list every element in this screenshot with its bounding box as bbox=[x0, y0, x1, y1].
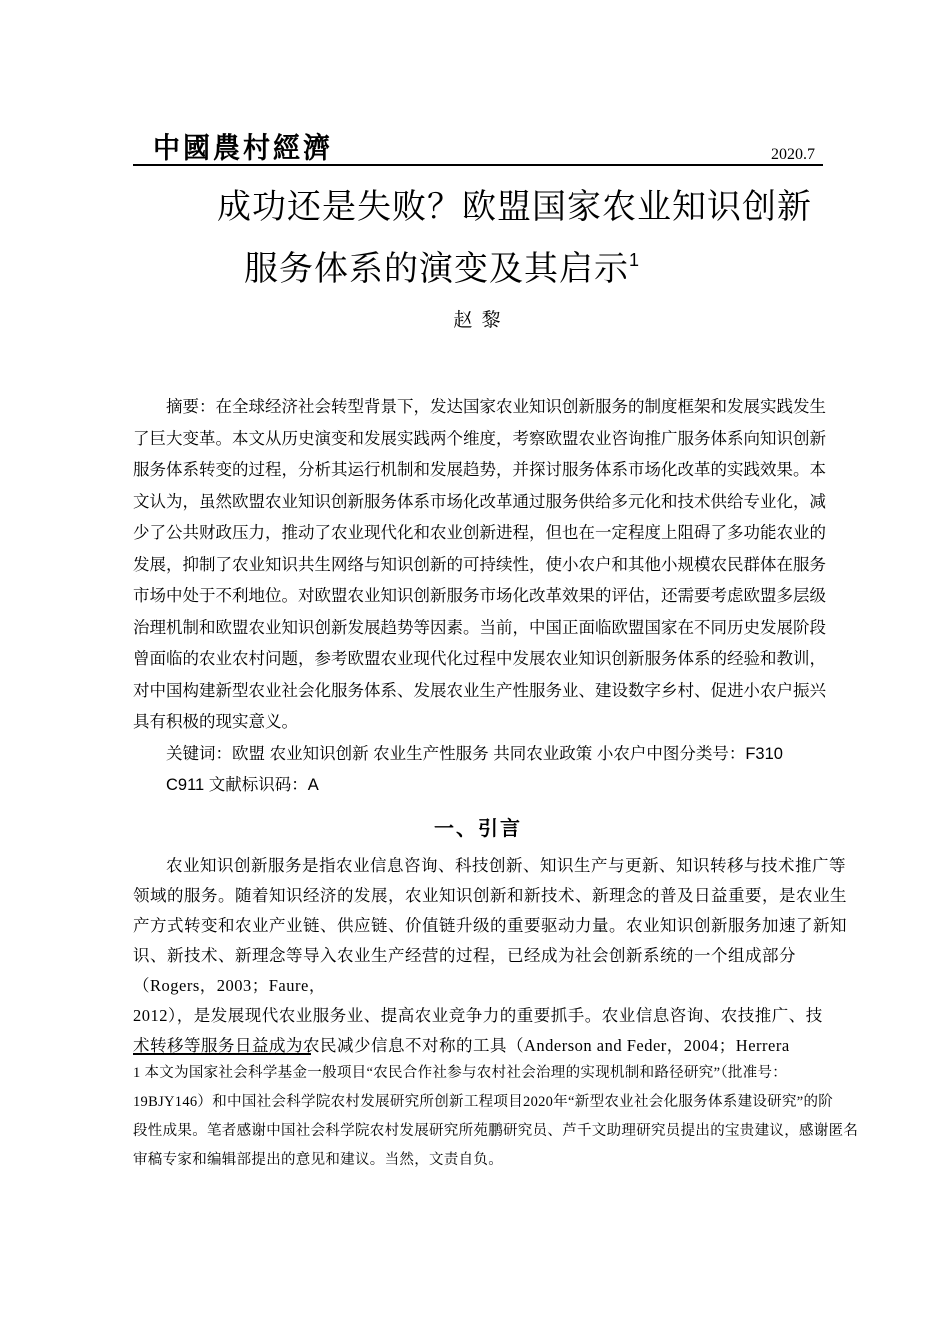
footnote-line: 段性成果。笔者感谢中国社会科学院农村发展研究所苑鹏研究员、芦千文助理研究员提出的宝贵建议，感谢匿名 bbox=[133, 1123, 859, 1139]
issue-number: 2020.7 bbox=[771, 146, 815, 163]
header-rule bbox=[133, 164, 823, 166]
abstract-line: 市场中处于不利地位。对欧盟农业知识创新服务市场化改革效果的评估，还需要考虑欧盟多层级 bbox=[133, 587, 826, 605]
article-title-line1: 成功还是失败？欧盟国家农业知识创新 bbox=[217, 188, 812, 226]
abstract-line: 曾面临的农业农村问题，参考欧盟农业现代化过程中发展农业知识创新服务体系的经验和教训， bbox=[133, 650, 826, 668]
abstract-line: 了巨大变革。本文从历史演变和发展实践两个维度，考察欧盟农业咨询推广服务体系向知识创新 bbox=[133, 429, 826, 448]
footnote-separator-rule bbox=[133, 1053, 311, 1055]
body-line: （Rogers，2003；Faure， bbox=[133, 976, 326, 995]
abstract-line: 摘要：在全球经济社会转型背景下，发达国家农业知识创新服务的制度框架和发展实践发生 bbox=[166, 398, 826, 416]
page-header bbox=[133, 122, 823, 166]
article-title-line2-text: 服务体系的演变及其启示 bbox=[244, 250, 629, 288]
author-name: 赵 黎 bbox=[453, 310, 503, 331]
footnote-block bbox=[133, 1059, 859, 1175]
body-line: 识、新技术、新理念等导入农业生产经营的过程，已经成为社会创新系统的一个组成部分 bbox=[133, 946, 796, 965]
article-title-line2 bbox=[133, 234, 873, 296]
abstract-line: 少了公共财政压力，推动了农业现代化和农业创新进程，但也在一定程度上阻碍了多功能农业的 bbox=[133, 524, 826, 542]
abstract-line: 文认为，虽然欧盟农业知识创新服务体系市场化改革通过服务供给多元化和技术供给专业化，减 bbox=[133, 492, 826, 511]
footnote-line: 19BJY146）和中国社会科学院农村发展研究所创新工程项目2020年“新型农业社会化服务体系建设研究”的阶 bbox=[133, 1094, 834, 1110]
footnote-line: 审稿专家和编辑部提出的意见和建议。当然，文责自负。 bbox=[133, 1152, 503, 1168]
body-line: 术转移等服务日益成为农民减少信息不对称的工具（Anderson and Feder，2004；Herrera bbox=[133, 1036, 790, 1055]
abstract-line: 服务体系转变的过程，分析其运行机制和发展趋势，并探讨服务体系市场化改革的实践效果。本 bbox=[133, 461, 826, 479]
abstract-line: 对中国构建新型农业社会化服务体系、发展农业生产性服务业、建设数字乡村、促进小农户振兴 bbox=[133, 681, 826, 700]
article-title bbox=[133, 181, 873, 296]
abstract-line: 具有积极的现实意义。 bbox=[133, 713, 298, 731]
body-text-block bbox=[133, 851, 847, 1061]
classification-line: C911 文献标识码：A bbox=[166, 776, 319, 794]
body-line: 产方式转变和农业产业链、供应链、价值链升级的重要驱动力量。农业知识创新服务加速了新知 bbox=[133, 916, 847, 935]
body-line: 2012），是发展现代农业服务业、提高农业竞争力的重要抓手。农业信息咨询、农技推广、技 bbox=[133, 1006, 823, 1025]
abstract-line: 发展，抑制了农业知识共生网络与知识创新的可持续性，使小农户和其他小规模农民群体在服务 bbox=[133, 555, 826, 574]
abstract-line: 治理机制和欧盟农业知识创新发展趋势等因素。当前，中国正面临欧盟国家在不同历史发展阶段 bbox=[133, 618, 826, 637]
title-footnote-marker: 1 bbox=[629, 250, 641, 270]
abstract-block bbox=[133, 392, 833, 802]
keywords-line: 关键词：欧盟 农业知识创新 农业生产性服务 共同农业政策 小农户中图分类号：F310 bbox=[166, 744, 783, 763]
footnote-line: 1 本文为国家社会科学基金一般项目“农民合作社参与农村社会治理的实现机制和路径研究”（批准号： bbox=[133, 1065, 788, 1081]
body-line: 农业知识创新服务是指农业信息咨询、科技创新、知识生产与更新、知识转移与技术推广等 bbox=[166, 856, 846, 875]
section-heading-introduction: 一、引言 bbox=[434, 818, 522, 840]
body-line: 领域的服务。随着知识经济的发展，农业知识创新和新技术、新理念的普及日益重要，是农业生 bbox=[133, 886, 847, 905]
journal-logo: 中國農村經濟 bbox=[153, 132, 333, 164]
